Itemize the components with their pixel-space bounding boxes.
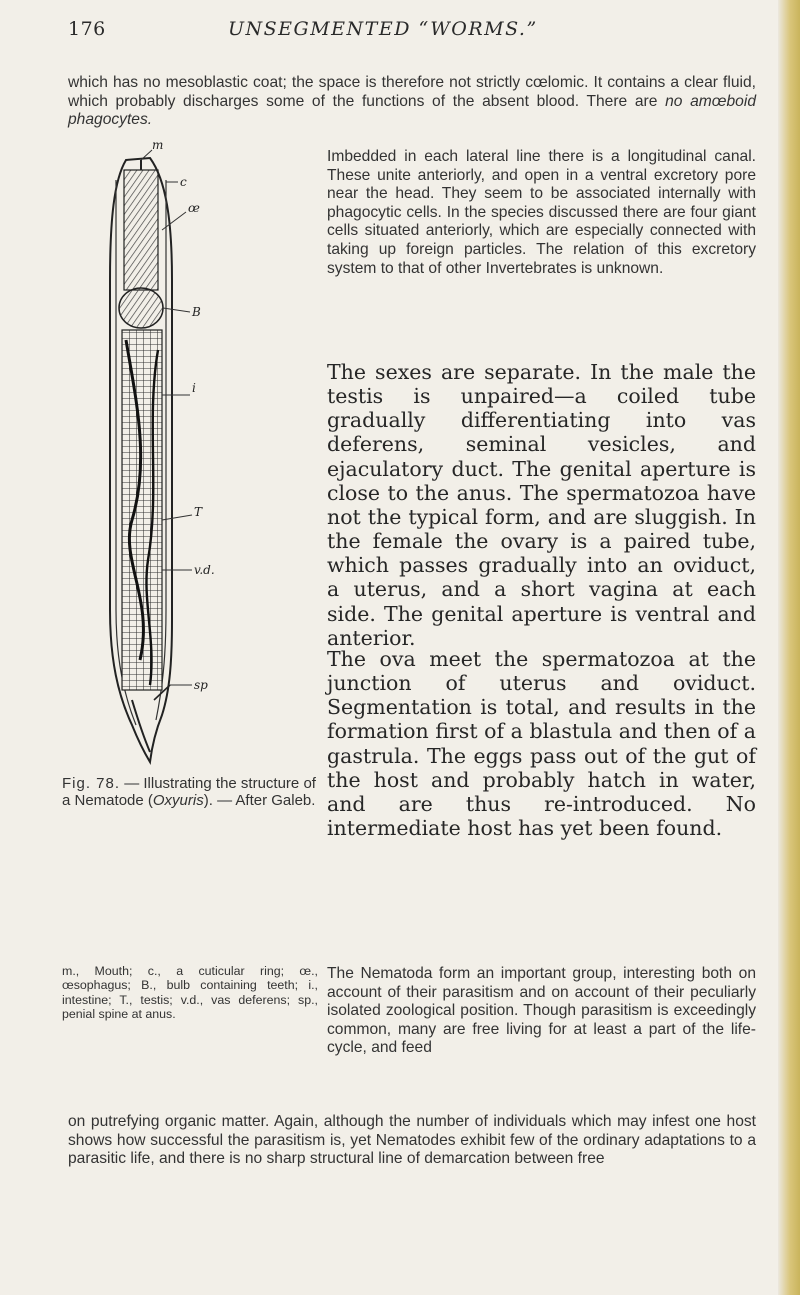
paragraph-sexes: The sexes are separate. In the male the testis is unpaired—a coiled tube gradually differentiating into vas deferens, seminal vesicles, and ejaculatory duct. The genital aperture is close to the anus. The spermatozoa have not the typical form, and are sluggish. In the female the ovary is a paired tube, which passes gradually into an oviduct, a uterus, and a short vagina at each side. The genital aperture is ventral and anterior. (327, 360, 756, 650)
label-B: B (192, 305, 201, 319)
paragraph-coelom-text: which has no mesoblastic coat; the space is therefore not strictly cœlomic. It contains a clear fluid, which probably discharges some of the functions of the absent blood. There are (68, 74, 756, 110)
paragraph-putrefying: on putrefying organic matter. Again, although the number of individuals which may infest one host shows how successful the parasitism is, yet Nematodes exhibit few of the ordinary adaptations to a parasitic life, and there is no sharp structural line of demarcation between free (68, 1113, 756, 1168)
figure-caption-text: — Illustrating the structure of a Nematode ( (62, 775, 316, 809)
intestine-and-testis (122, 330, 162, 690)
nematode-illustration (66, 140, 322, 766)
label-c: c (180, 175, 187, 189)
paragraph-ova: The ova meet the spermatozoa at the junction of uterus and oviduct. Segmentation is total, and results in the formation first of a blastula and then of a gastrula. The eggs pass out of the gut of the host and probably hatch in water, and are thus re-introduced. No intermediate host has yet been found. (327, 647, 756, 841)
figure-caption-genus: Oxyuris (152, 791, 204, 809)
label-vd: v.d. (194, 563, 215, 577)
paragraph-excretory: Imbedded in each lateral line there is a longitudinal canal. These unite anteriorly, and open in a ventral excretory pore near the head. They seem to be associated internally with phagocytic cells. In the species discussed there are four giant cells situated anteriorly, which are especially connected with taking up foreign particles. The relation of this excretory system to that of other Invertebrates is unknown. (327, 148, 756, 277)
bulb (119, 288, 163, 328)
label-sp: sp (194, 678, 208, 692)
figure-legend: m., Mouth; c., a cuticular ring; œ., œsophagus; B., bulb containing teeth; i., intestine; T., testis; v.d., vas deferens; sp., penial spine at anus. (62, 964, 318, 1021)
figure-caption-number: Fig. 78. (62, 775, 121, 792)
paragraph-coelom (68, 74, 756, 130)
label-i: i (192, 381, 196, 395)
paragraph-coelom-italic: no amœboid phagocytes. (68, 92, 756, 129)
nematode-figure (66, 140, 322, 766)
figure-caption-tail: ). — After Galeb. (203, 791, 316, 809)
running-head: UNSEGMENTED “WORMS.” (228, 18, 538, 40)
page-edge (778, 0, 800, 1295)
label-oe: œ (188, 201, 200, 215)
label-T: T (194, 505, 203, 519)
figure-caption (62, 776, 318, 809)
page-header (68, 18, 768, 48)
label-m: m (152, 140, 164, 152)
page-number: 176 (68, 18, 106, 40)
paragraph-nematoda-group: The Nematoda form an important group, interesting both on account of their parasitism and on account of their peculiarly isolated zoological position. Though parasitism is exceedingly common, many are free living for at least a part of the life-cycle, and feed (327, 965, 756, 1057)
oesophagus (124, 160, 158, 290)
